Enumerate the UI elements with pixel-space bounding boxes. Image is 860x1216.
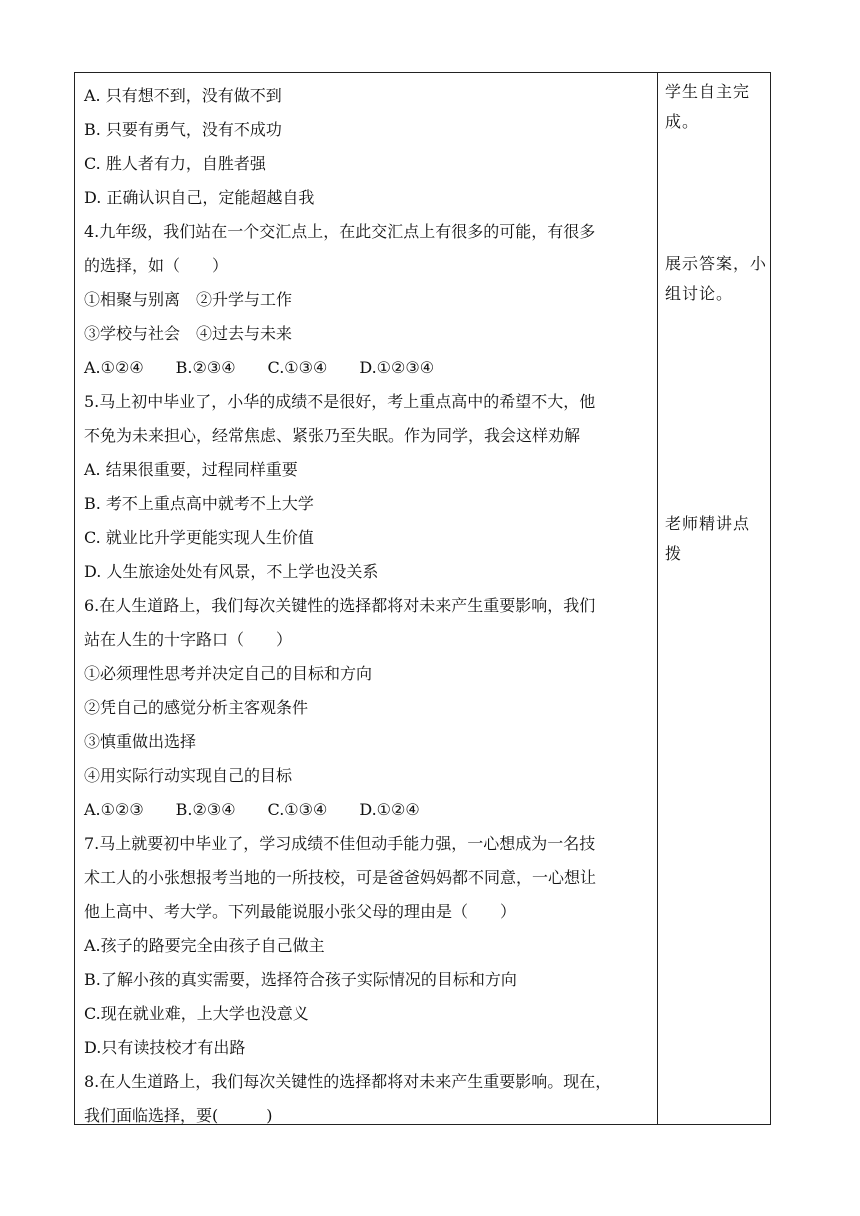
note-line: 拨	[665, 544, 683, 563]
text-line: 站在人生的十字路口（ ）	[84, 630, 293, 649]
text-line: A. 结果很重要，过程同样重要	[84, 460, 298, 479]
note-line: 学生自主完	[665, 82, 751, 101]
note-line: 展示答案，小	[665, 254, 768, 273]
text-line: 4.九年级，我们站在一个交汇点上，在此交汇点上有很多的可能，有很多	[84, 222, 596, 241]
question-column	[84, 79, 652, 1133]
note-teacher-explain	[665, 509, 765, 569]
text-line: C.现在就业难，上大学也没意义	[84, 1004, 309, 1023]
text-line: 7.马上就要初中毕业了，学习成绩不佳但动手能力强，一心想成为一名技	[84, 834, 596, 853]
text-line: B. 只要有勇气，没有不成功	[84, 120, 282, 139]
text-line: ②凭自己的感觉分析主客观条件	[84, 698, 309, 717]
text-line: 8.在人生道路上，我们每次关键性的选择都将对未来产生重要影响。现在，	[84, 1072, 612, 1091]
text-line: A.①②③ B.②③④ C.①③④ D.①②④	[84, 800, 420, 819]
note-line: 组讨论。	[665, 284, 734, 303]
column-divider	[657, 73, 658, 1124]
text-line: D.只有读技校才有出路	[84, 1038, 246, 1057]
text-line: ①相聚与别离 ②升学与工作	[84, 290, 293, 309]
note-group-discussion	[665, 249, 768, 309]
text-line: 的选择，如（ ）	[84, 256, 229, 275]
text-line: C. 胜人者有力，自胜者强	[84, 154, 266, 173]
text-line: D. 人生旅途处处有风景，不上学也没关系	[84, 562, 379, 581]
text-line: ③慎重做出选择	[84, 732, 197, 751]
text-line: C. 就业比升学更能实现人生价值	[84, 528, 314, 547]
text-line: ③学校与社会 ④过去与未来	[84, 324, 293, 343]
note-line: 成。	[665, 112, 700, 131]
text-line: 不免为未来担心，经常焦虑、紧张乃至失眠。作为同学，我会这样劝解	[84, 426, 581, 445]
text-line: 6.在人生道路上，我们每次关键性的选择都将对未来产生重要影响，我们	[84, 596, 596, 615]
text-line: A.①②④ B.②③④ C.①③④ D.①②③④	[84, 358, 435, 377]
note-self-complete	[665, 77, 765, 137]
text-line: 他上高中、考大学。下列最能说服小张父母的理由是（ ）	[84, 902, 517, 921]
text-line: 我们面临选择，要( )	[84, 1106, 273, 1125]
text-line: B.了解小孩的真实需要，选择符合孩子实际情况的目标和方向	[84, 970, 517, 989]
text-line: 5.马上初中毕业了，小华的成绩不是很好，考上重点高中的希望不大，他	[84, 392, 596, 411]
text-line: B. 考不上重点高中就考不上大学	[84, 494, 314, 513]
text-line: D. 正确认识自己，定能超越自我	[84, 188, 315, 207]
text-line: ④用实际行动实现自己的目标	[84, 766, 293, 785]
note-line: 老师精讲点	[665, 514, 751, 533]
text-line: ①必须理性思考并决定自己的目标和方向	[84, 664, 373, 683]
text-line: 术工人的小张想报考当地的一所技校，可是爸爸妈妈都不同意，一心想让	[84, 868, 597, 887]
worksheet-table	[74, 72, 771, 1125]
text-line: A.孩子的路要完全由孩子自己做主	[84, 936, 325, 955]
text-line: A. 只有想不到，没有做不到	[84, 86, 282, 105]
